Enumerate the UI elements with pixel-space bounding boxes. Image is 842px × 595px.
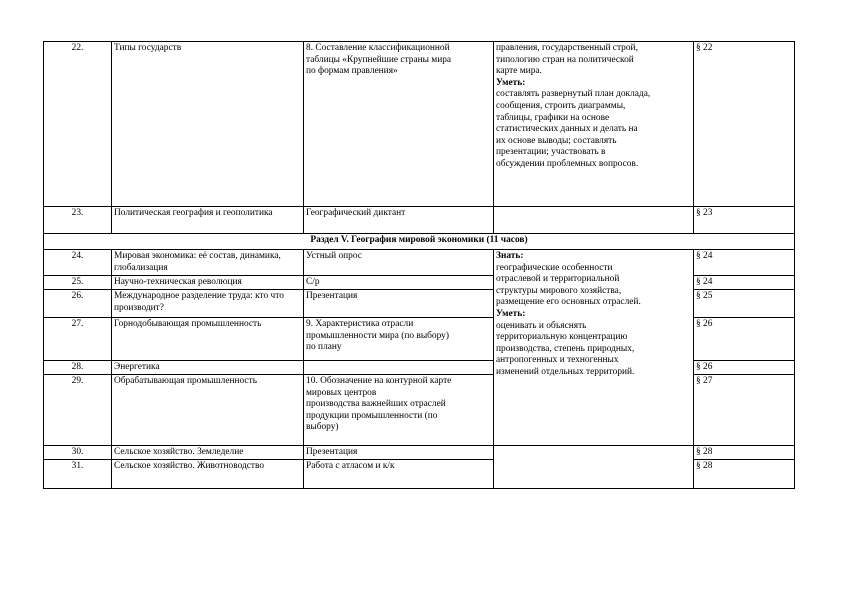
requirement-line: изменений отдельных территорий. [496,366,635,377]
lesson-number: 24. [44,250,112,276]
requirement-line: статистических данных и делать на [496,124,638,135]
practical-line: Устный опрос [306,251,362,261]
lesson-topic: Типы государств [112,42,304,207]
curriculum-table [43,41,795,489]
section-row [44,234,795,250]
paragraph-ref: § 28 [694,460,795,489]
lesson-number: 25. [44,276,112,290]
requirement-line: оценивать и объяснять [496,320,587,331]
requirement-line: сообщения, строить диаграммы, [496,100,626,111]
znat-label: Знать: [496,251,524,261]
requirement-line: презентации; участвовать в [496,147,606,158]
lesson-number: 23. [44,207,112,234]
practical-work [304,290,494,318]
lesson-topic: Мировая экономика: её состав, динамика, глобализация [112,250,304,276]
table-row [44,42,795,207]
requirement-line: структуры мирового хозяйства, [496,285,622,296]
section-title: Раздел V. География мировой экономики (11 часов) [44,234,795,250]
lesson-number: 22. [44,42,112,207]
lesson-number: 30. [44,446,112,460]
practical-work [304,42,494,207]
lesson-topic: Обрабатывающая промышленность [112,375,304,446]
lesson-topic: Энергетика [112,361,304,375]
lesson-topic: Сельское хозяйство. Животноводство [112,460,304,489]
paragraph-ref: § 24 [694,276,795,290]
paragraph-ref: § 26 [694,361,795,375]
requirement-line: обсуждении проблемных вопросов. [496,158,639,169]
practical-line: Географический диктант [306,208,406,218]
practical-line: 9. Характеристика отрасли [306,319,414,329]
practical-work [304,207,494,234]
practical-work [304,276,494,290]
requirement-line: карте мира. [496,66,542,77]
requirement-line: их основе выводы; составлять [496,135,617,146]
practical-line: Работа с атласом и к/к [306,461,395,471]
practical-line: производства важнейших отраслей [306,399,446,410]
paragraph-ref: § 25 [694,290,795,318]
practical-work [304,318,494,361]
requirements-cell [494,446,694,489]
table-row [44,250,795,276]
requirement-line: составлять развернутый план доклада, [496,89,651,100]
practical-work [304,361,494,375]
practical-line: таблицы «Крупнейшие страны мира [306,54,452,65]
requirement-line: производства, степень природных, [496,343,635,354]
paragraph-ref: § 23 [694,207,795,234]
lesson-topic: Научно-техническая революция [112,276,304,290]
requirements-cell [494,250,694,446]
lesson-topic: Политическая география и геополитика [112,207,304,234]
practical-line: мировых центров [306,387,377,398]
practical-line: С/р [306,277,320,287]
practical-line: выбору) [306,422,339,433]
practical-line: Презентация [306,291,358,301]
practical-line: 8. Составление классификационной [306,43,450,53]
paragraph-ref: § 28 [694,446,795,460]
practical-line: 10. Обозначение на контурной карте [306,376,452,386]
practical-line: Презентация [306,447,358,457]
lesson-topic: Международное разделение труда: кто что производит? [112,290,304,318]
practical-line: по плану [306,342,342,353]
practical-work [304,460,494,489]
table-row [44,207,795,234]
paragraph-ref: § 27 [694,375,795,446]
practical-line: по формам правления» [306,66,398,77]
lesson-topic: Сельское хозяйство. Земледелие [112,446,304,460]
paragraph-ref: § 26 [694,318,795,361]
requirement-line: территориальную концентрацию [496,332,628,343]
umet-label: Уметь: [496,308,526,319]
practical-work [304,446,494,460]
requirement-line: географические особенности [496,262,613,273]
requirement-line: антропогенных и техногенных [496,355,619,366]
lesson-topic: Горнодобывающая промышленность [112,318,304,361]
lesson-number: 29. [44,375,112,446]
practical-work [304,375,494,446]
lesson-number: 26. [44,290,112,318]
umet-label: Уметь: [496,77,526,88]
requirements-cell [494,207,694,234]
requirement-line: типологию стран на политической [496,54,634,65]
paragraph-ref: § 22 [694,42,795,207]
lesson-number: 27. [44,318,112,361]
requirement-line: отраслевой и территориальной [496,274,620,285]
practical-line: промышленности мира (по выбору) [306,330,449,341]
lesson-number: 31. [44,460,112,489]
practical-work [304,250,494,276]
requirement-line: таблицы, графики на основе [496,112,610,123]
requirement-line: правления, государственный строй, [496,43,638,53]
table-row [44,446,795,460]
requirements-cell [494,42,694,207]
requirement-line: размещение его основных отраслей. [496,297,641,308]
practical-line: продукции промышленности (по [306,410,438,421]
paragraph-ref: § 24 [694,250,795,276]
lesson-number: 28. [44,361,112,375]
